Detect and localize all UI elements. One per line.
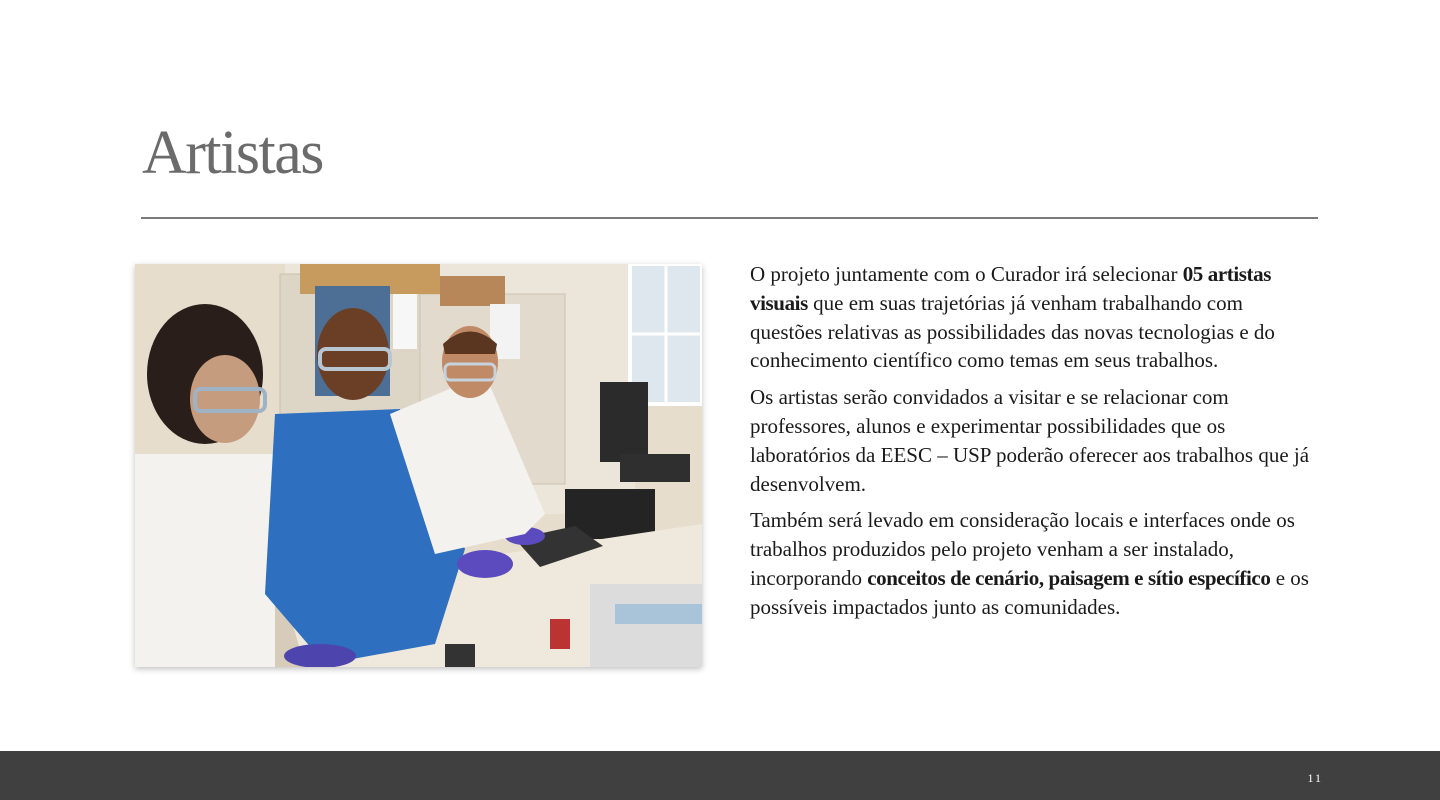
paragraph-3: Também será levado em consideração locais e interfaces onde os trabalhos produzidos pelo projeto venham a ser instalado, incorporando conceitos de cenário, paisagem e sítio específico e os possíveis impactados junto as comunidades. <box>750 508 1309 619</box>
body-text <box>750 260 1310 630</box>
footer-bar <box>0 751 1440 800</box>
highlight-concepts: conceitos de cenário, paisagem e sítio específico <box>867 565 1271 590</box>
title-divider <box>141 217 1318 219</box>
highlight-artists: 05 artistas visuais <box>750 262 1272 315</box>
lab-photo <box>135 264 702 667</box>
paragraph-2: Os artistas serão convidados a visitar e se relacionar com professores, alunos e experimentar possibilidades que os laboratórios da EESC – USP poderão oferecer aos trabalhos que já desenvolvem. <box>750 385 1310 496</box>
slide-title: Artistas <box>142 119 323 187</box>
page-number: 11 <box>1307 771 1323 785</box>
paragraph-1: O projeto juntamente com o Curador irá selecionar 05 artistas visuais que em suas trajetórias já venham trabalhando com questões relativas as possibilidades das novas tecnologias e do conhecimento científico como temas em seus trabalhos. <box>750 262 1275 373</box>
